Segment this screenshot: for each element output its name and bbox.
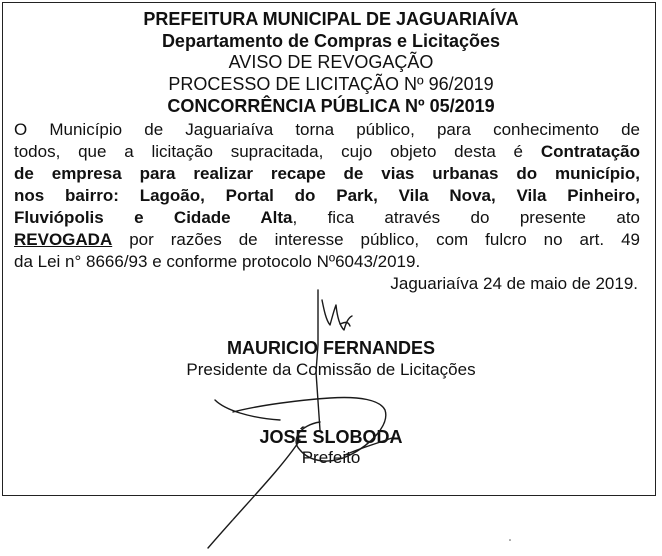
body-line-7: da Lei n° 8666/93 e conforme protocolo Nº6043/2019. [14,252,421,271]
municipality-title: PREFEITURA MUNICIPAL DE JAGUARIAÍVA [143,9,519,29]
signatory1-role: Presidente da Comissão de Licitações [186,360,476,379]
body-line-6: REVOGADA por razões de interesse público, com fulcro no art. 49 [14,230,640,249]
department-title: Departamento de Compras e Licitações [161,31,501,51]
body-line-2: todos, que a licitação supracitada, cujo objeto desta é Contratação [14,142,640,161]
process-number: PROCESSO DE LICITAÇÃO Nº 96/2019 [168,74,494,94]
body-line-3: de empresa para realizar recape de vias urbanas do município, [14,164,640,183]
signatory1-name: MAURICIO FERNANDES [226,338,435,358]
signatory2-name: JOSÉ SLOBODA [259,427,403,447]
revoked-word: REVOGADA [14,230,113,249]
signatory2-role: Prefeito [301,448,361,467]
body-line-4: nos bairro: Lagoão, Portal do Park, Vila Nova, Vila Pinheiro, [14,186,640,205]
competition-number: CONCORRÊNCIA PÚBLICA Nº 05/2019 [167,96,495,116]
body-line-1: O Município de Jaguariaíva torna público, para conhecimento de [14,120,640,139]
notice-type: AVISO DE REVOGAÇÃO [228,52,434,72]
body-line-5: Fluviópolis e Cidade Alta, fica através do presente ato [14,208,640,227]
date-line: Jaguariaíva 24 de maio de 2019. [390,274,638,293]
